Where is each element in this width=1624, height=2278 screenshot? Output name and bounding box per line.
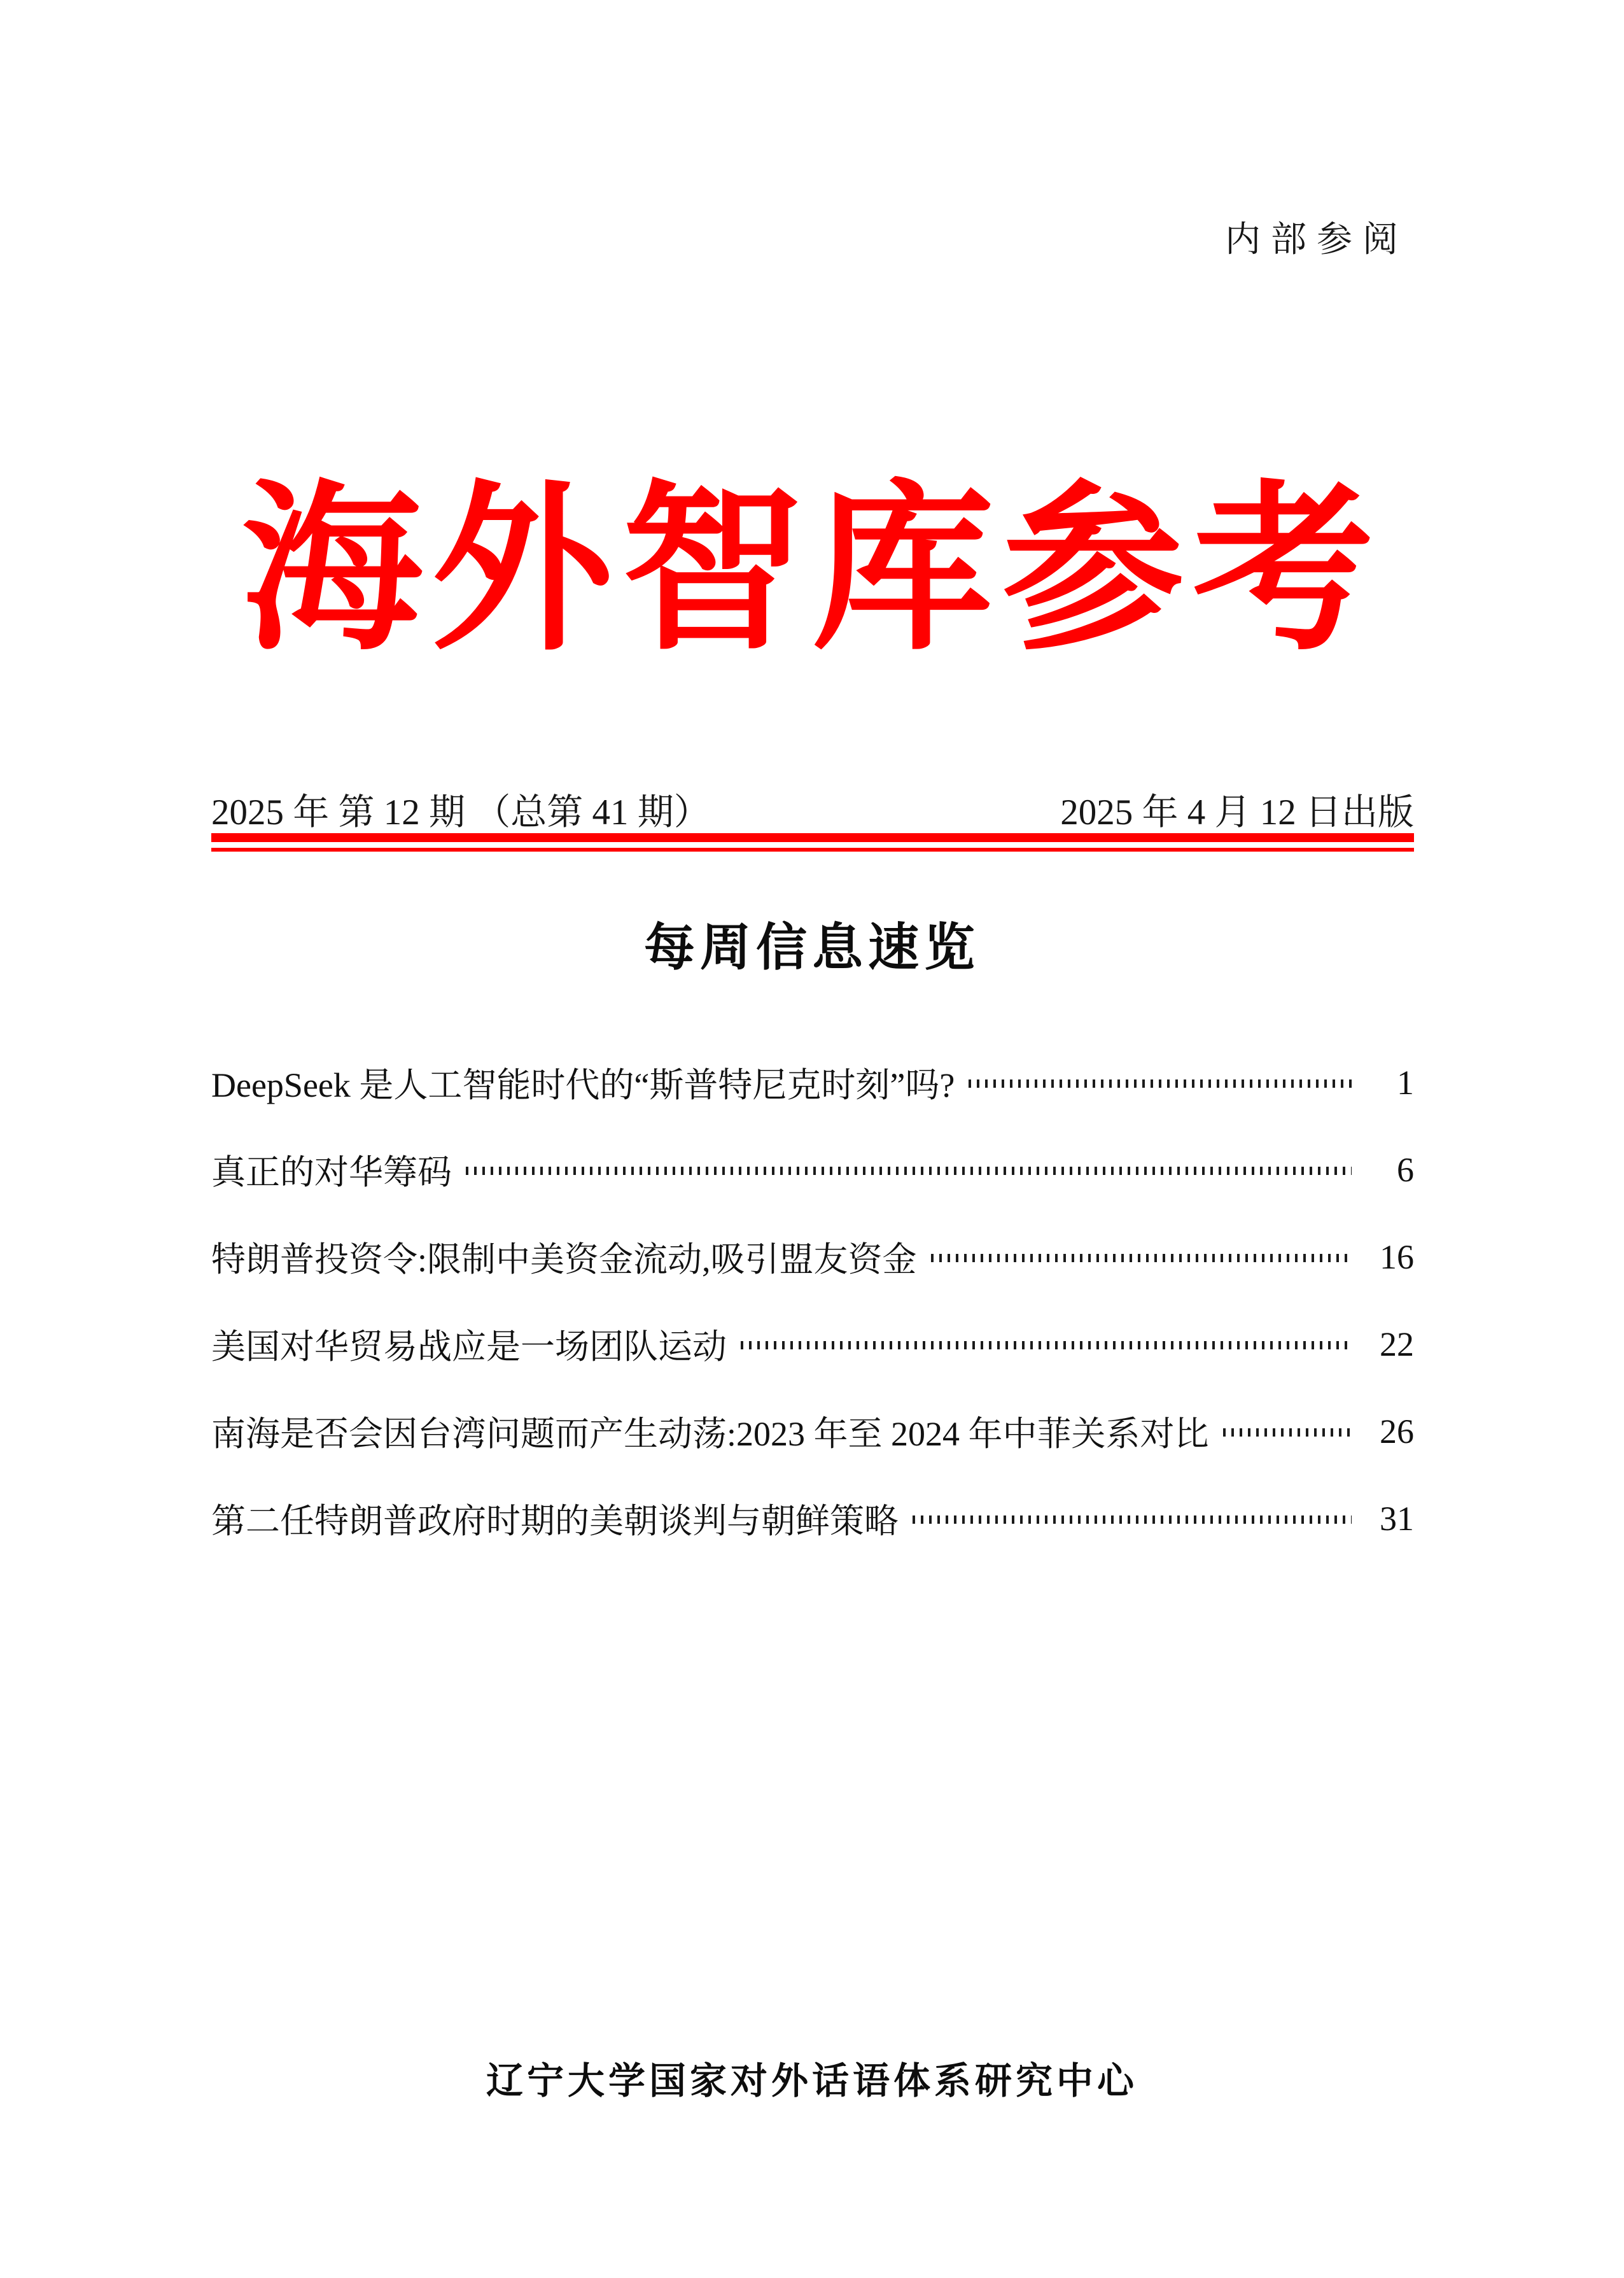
dot-leader — [741, 1341, 1352, 1349]
issue-number: 2025 年 第 12 期 （总第 41 期） — [211, 792, 710, 833]
dot-leader — [1223, 1428, 1352, 1437]
table-of-contents — [211, 1039, 1414, 1562]
dot-leader — [466, 1167, 1352, 1175]
toc-item-title: 第二任特朗普政府时期的美朝谈判与朝鲜策略 — [211, 1502, 899, 1540]
toc-item-title: 特朗普投资令:限制中美资金流动,吸引盟友资金 — [211, 1241, 917, 1279]
rule-gap — [211, 842, 1414, 848]
toc-item-title: 真正的对华筹码 — [211, 1153, 452, 1192]
toc-item-page: 6 — [1397, 1150, 1414, 1189]
toc-item-title: 美国对华贸易战应是一场团队运动 — [211, 1328, 727, 1366]
publication-title: 海外智库参考 — [241, 470, 1383, 671]
toc-item-title: DeepSeek 是人工智能时代的“斯普特尼克时刻”吗? — [211, 1066, 955, 1104]
toc-item-title: 南海是否会因台湾问题而产生动荡:2023 年至 2024 年中菲关系对比 — [211, 1415, 1209, 1453]
dot-leader — [931, 1254, 1352, 1262]
toc-item — [211, 1213, 1414, 1300]
toc-item-page: 31 — [1380, 1499, 1414, 1538]
issue-info-row — [211, 783, 1414, 835]
dot-leader — [913, 1515, 1352, 1524]
toc-item-page: 1 — [1397, 1063, 1414, 1102]
dot-leader — [969, 1079, 1352, 1088]
classification-stamp: 内部参阅 — [1225, 220, 1408, 260]
red-rule-thick — [211, 833, 1414, 842]
section-title: 每周信息速览 — [644, 919, 980, 976]
toc-item-page: 26 — [1380, 1412, 1414, 1451]
toc-item — [211, 1300, 1414, 1388]
publication-date: 2025 年 4 月 12 日出版 — [1060, 792, 1414, 833]
toc-item-page: 16 — [1380, 1237, 1414, 1276]
toc-item — [211, 1475, 1414, 1562]
double-red-rule — [211, 833, 1414, 852]
toc-item — [211, 1039, 1414, 1126]
toc-item — [211, 1126, 1414, 1213]
toc-item — [211, 1388, 1414, 1475]
red-rule-thin — [211, 848, 1414, 852]
institute-name: 辽宁大学国家对外话语体系研究中心 — [486, 2060, 1138, 2102]
toc-item-page: 22 — [1380, 1325, 1414, 1363]
